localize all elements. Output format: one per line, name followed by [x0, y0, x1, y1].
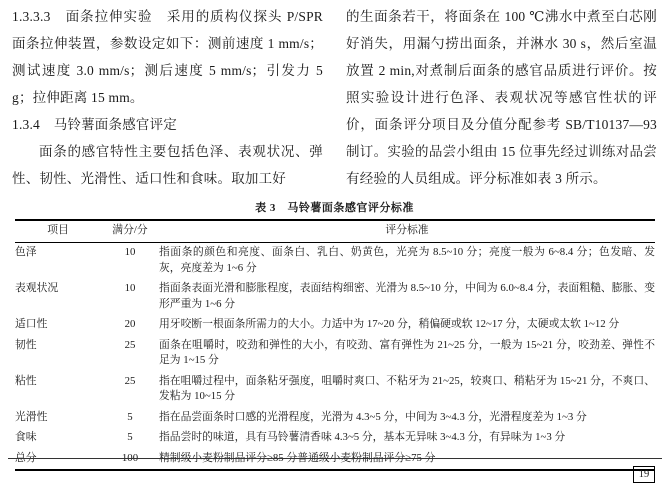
body-text-columns — [0, 0, 669, 192]
row-item: 韧性 — [15, 338, 37, 351]
row-criteria: 用牙咬断一根面条所需力的大小。力适中为 17~20 分，稍偏硬或软 12~17 分，太硬或太软 1~12 分 — [159, 318, 620, 330]
row-item: 表观状况 — [15, 282, 59, 294]
header-criteria: 评分标准 — [159, 220, 655, 242]
row-item: 总分 — [15, 451, 37, 464]
table-header — [15, 220, 655, 242]
row-score: 5 — [127, 410, 133, 423]
row-item: 色泽 — [15, 246, 37, 258]
header-item: 项目 — [15, 220, 101, 242]
table-caption: 表 3 马铃薯面条感官评分标准 — [255, 202, 414, 214]
row-score: 10 — [124, 246, 136, 258]
sensory-score-table — [15, 219, 655, 471]
table-row — [15, 428, 655, 449]
row-item: 光滑性 — [15, 410, 48, 423]
table-row — [15, 335, 655, 371]
row-criteria: 指品尝时的味道，具有马铃薯清香味 4.3~5 分，基本无异味 3~4.3 分，有异味为 1~3 分 — [159, 431, 566, 443]
row-item: 食味 — [15, 431, 37, 443]
row-criteria: 指面条表面光滑和膨胀程度，表面结构细密、光滑为 8.5~10 分，中间为 6.0~8.4 分，表面粗糙、膨胀、变形严重为 1~6 分 — [159, 282, 655, 310]
table-row — [15, 407, 655, 428]
row-score: 25 — [124, 338, 136, 351]
row-score: 5 — [127, 431, 133, 443]
criteria-table-body — [15, 242, 655, 470]
row-score: 20 — [124, 318, 136, 330]
left-column — [12, 3, 323, 192]
row-item: 粘性 — [15, 374, 37, 387]
row-item: 适口性 — [15, 318, 48, 330]
row-score: 100 — [121, 451, 139, 464]
row-criteria: 指在品尝面条时口感的光滑程度，光滑为 4.3~5 分，中间为 3~4.3 分，光滑程度差为 1~3 分 — [159, 410, 587, 423]
table-row — [15, 315, 655, 336]
row-score: 10 — [124, 282, 136, 294]
paragraph-sensory-continued: 的生面条若干，将面条在 100 ℃沸水中煮至白芯刚好消失，用漏勺捞出面条，并淋水 30 s，然后室温放置 2 min,对煮制后面条的感官品质进行评价。按照实验设计进行色泽、表观状况等感官性状的评价，面条评分项目及分值分配参考 SB/T10137—93 制订。实验的品尝小组由 15 位事先经过训练对品尝有经验的人员组成。评分标准如表 3 所示。 — [346, 9, 657, 186]
table-row — [15, 371, 655, 407]
footer-divider — [8, 458, 662, 459]
row-criteria: 指在咀嚼过程中，面条粘牙强度，咀嚼时爽口、不粘牙为 21~25，较爽口、稍粘牙为 15~21 分，不爽口、发粘为 10~15 分 — [159, 374, 655, 402]
paragraph-tensile-test: 1.3.3.3 面条拉伸实验 采用的质构仪探头 P/SPR 面条拉伸装置，参数设定如下：测前速度 1 mm/s；测试速度 3.0 mm/s；测后速度 5 mm/s；引发力 5 g；拉伸距离 15 mm。 — [12, 9, 323, 105]
row-criteria: 精制级小麦粉制品评分≥85 分普通级小麦粉制品评分≥75 分 — [159, 451, 436, 464]
row-score: 25 — [124, 374, 136, 387]
row-criteria: 指面条的颜色和亮度、面条白、乳白、奶黄色，光亮为 8.5~10 分；亮度一般为 6~8.4 分；色发暗、发灰，亮度差为 1~6 分 — [159, 246, 655, 274]
table-row — [15, 279, 655, 315]
page-number: 19 — [633, 466, 655, 483]
header-max-score: 满分/分 — [101, 220, 159, 242]
row-criteria: 面条在咀嚼时，咬劲和弹性的大小，有咬劲、富有弹性为 21~25 分，一般为 15~21 分，咬劲差、弹性不足为 1~15 分 — [159, 338, 655, 366]
table-row — [15, 242, 655, 279]
right-column — [346, 3, 657, 192]
section-heading-1-3-4: 1.3.4 马铃薯面条感官评定 — [12, 117, 177, 132]
paragraph-sensory-start: 面条的感官特性主要包括色泽、表观状况、弹性、韧性、光滑性、适口性和食味。取加工好 — [12, 144, 323, 186]
